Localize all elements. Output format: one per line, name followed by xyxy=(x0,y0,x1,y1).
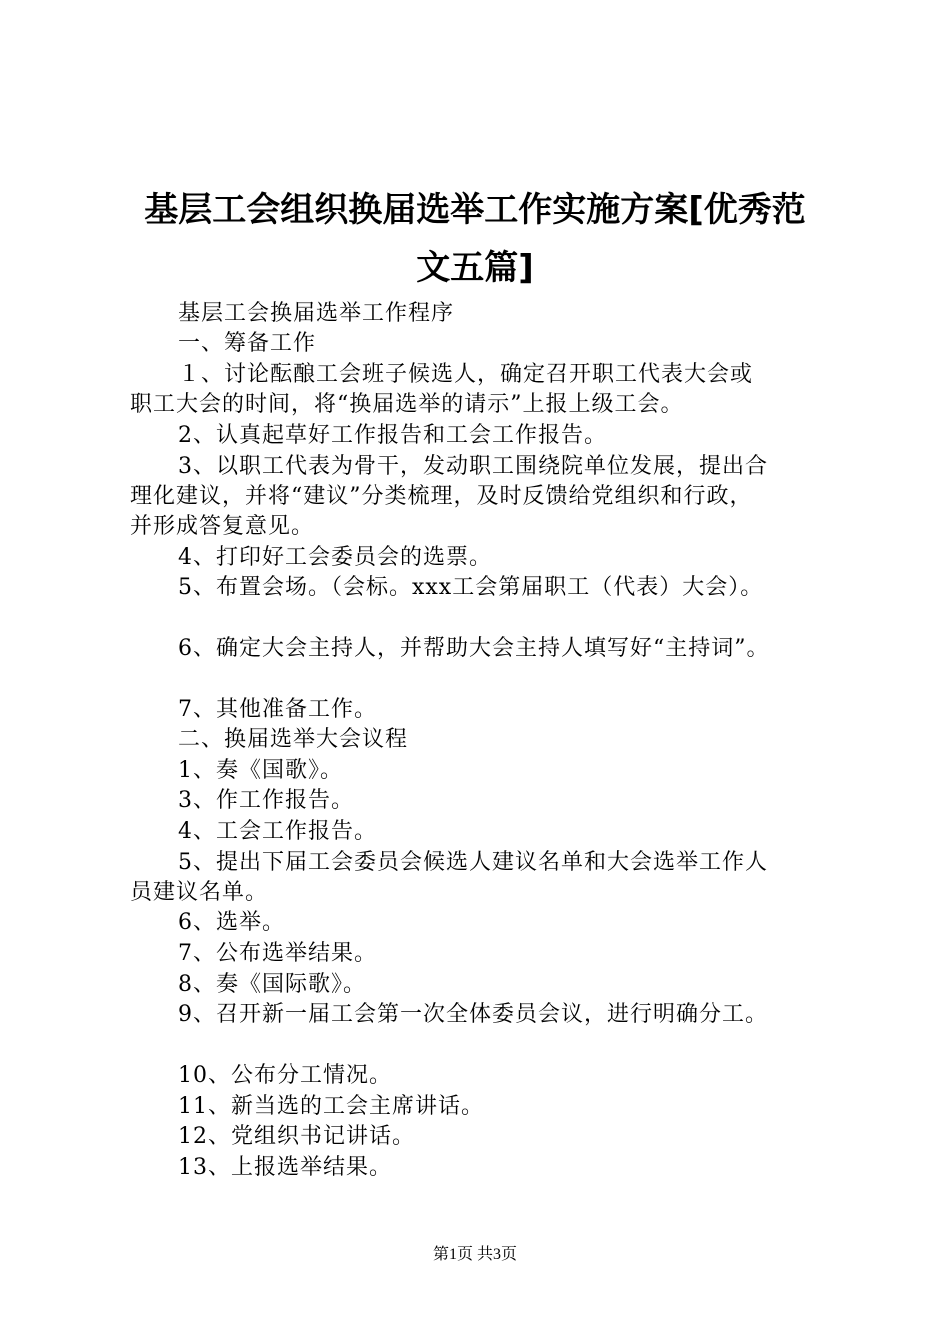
list-item: 3、作工作报告。 xyxy=(178,788,354,813)
list-item: 7、公布选举结果。 xyxy=(178,941,377,966)
list-item: 6、选举。 xyxy=(178,910,285,935)
document-title-line-2: 文五篇] xyxy=(416,248,534,288)
document-title-line-1: 基层工会组织换届选举工作实施方案[优秀范 xyxy=(144,190,806,230)
paragraph-line: 理化建议，并将“建议”分类梳理，及时反馈给党组织和行政， xyxy=(130,484,753,509)
paragraph-line: 3、以职工代表为骨干，发动职工围绕院单位发展，提出合 xyxy=(178,454,768,479)
paragraph-line: 7、其他准备工作。 xyxy=(178,697,377,722)
list-item: 10、公布分工情况。 xyxy=(178,1063,392,1088)
paragraph-line: 6、确定大会主持人，并帮助大会主持人填写好“主持词”。 xyxy=(178,636,770,661)
list-item: 4、工会工作报告。 xyxy=(178,819,377,844)
list-item: 员建议名单。 xyxy=(130,880,269,905)
list-item: 13、上报选举结果。 xyxy=(178,1155,392,1180)
paragraph-line: 2、认真起草好工作报告和工会工作报告。 xyxy=(178,423,607,448)
section-heading-agenda: 二、换届选举大会议程 xyxy=(178,727,409,752)
paragraph-line: 职工大会的时间，将“换届选举的请示”上报上级工会。 xyxy=(130,392,684,417)
list-item: 12、党组织书记讲话。 xyxy=(178,1124,415,1149)
list-item: 1、奏《国歌》。 xyxy=(178,758,343,783)
paragraph-line: 5、布置会场。（会标。xxx工会第届职工（代表）大会）。 xyxy=(178,575,764,600)
list-item: 11、新当选的工会主席讲话。 xyxy=(178,1094,484,1119)
list-item: 9、召开新一届工会第一次全体委员会议，进行明确分工。 xyxy=(178,1002,768,1027)
paragraph-line: １、讨论酝酿工会班子候选人，确定召开职工代表大会或 xyxy=(178,362,754,387)
paragraph-line: 4、打印好工会委员会的选票。 xyxy=(178,545,492,570)
list-item: 8、奏《国际歌》。 xyxy=(178,972,366,997)
page-number-footer: 第1页 共3页 xyxy=(432,1246,517,1263)
section-heading: 基层工会换届选举工作程序 xyxy=(178,301,455,326)
section-heading-preparation: 一、筹备工作 xyxy=(178,331,317,356)
paragraph-line: 并形成答复意见。 xyxy=(130,514,315,539)
list-item: 5、提出下届工会委员会候选人建议名单和大会选举工作人 xyxy=(178,850,768,875)
